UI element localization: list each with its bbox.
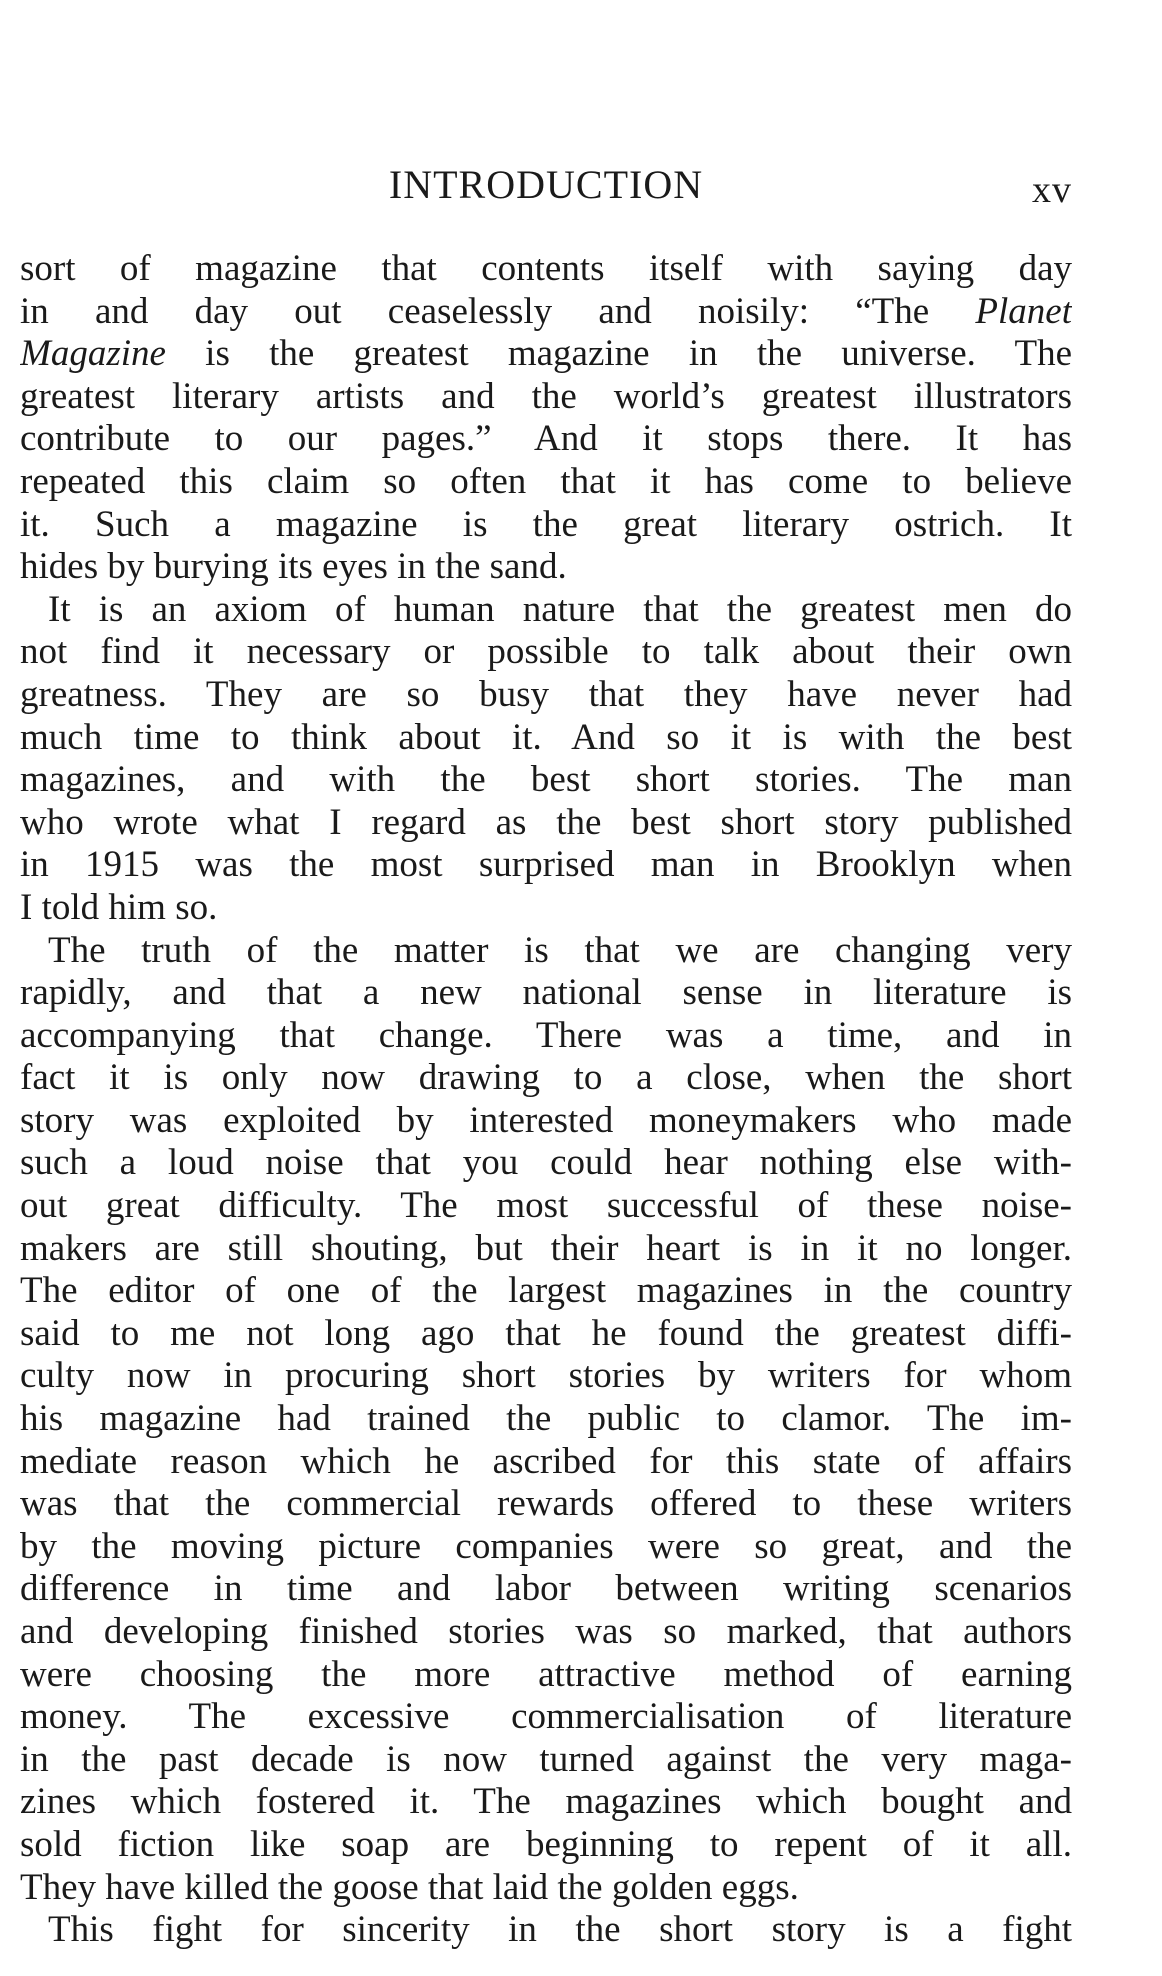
text-line: his magazine had trained the public to clamor. The im- [20,1398,1072,1440]
running-title: INTRODUCTION [388,162,704,207]
text-line: greatest literary artists and the world’s greatest illustrators [20,375,1072,417]
text-line: magazines, and with the best short stories. The man [20,759,1072,801]
text-line: sort of magazine that contents itself with saying day [20,248,1072,289]
text-line: in the past decade is now turned against the very maga- [20,1738,1072,1780]
text-line: it. Such a magazine is the great literary ostrich. It [20,503,1072,545]
text-line [20,333,1072,376]
text-line: mediate reason which he ascribed for this state of affairs [20,1440,1072,1482]
text-line [20,291,1072,334]
text-line: fact it is only now drawing to a close, when the short [20,1057,1072,1099]
text-segment: is the greatest magazine in the universe. The [165,333,1072,375]
text-line: sold fiction like soap are beginning to repent of it all. [20,1823,1072,1865]
text-line: The truth of the matter is that we are changing very [48,929,1072,971]
text-line: out great difficulty. The most successful of these noise- [20,1185,1072,1227]
text-line: repeated this claim so often that it has come to believe [20,460,1072,502]
text-line: not find it necessary or possible to talk about their own [20,631,1072,673]
text-line: It is an axiom of human nature that the greatest men do [48,588,1072,630]
text-line: accompanying that change. There was a time, and in [20,1014,1072,1056]
text-line: difference in time and labor between writing scenarios [20,1568,1072,1610]
text-line: zines which fostered it. The magazines which bought and [20,1781,1072,1823]
text-line: and developing finished stories was so marked, that authors [20,1611,1072,1652]
text-line: I told him so. [20,886,218,928]
text-line: by the moving picture companies were so great, and the [20,1525,1072,1567]
text-segment: in and day out ceaselessly and noisily: “The [20,290,976,332]
text-line: The editor of one of the largest magazines in the country [20,1270,1072,1312]
text-line: makers are still shouting, but their heart is in it no longer. [20,1227,1072,1269]
text-line: money. The excessive commercialisation of literature [20,1696,1072,1738]
text-line: who wrote what I regard as the best short story published [20,801,1072,843]
text-line: rapidly, and that a new national sense in literature is [20,972,1072,1014]
text-line: such a loud noise that you could hear nothing else with- [20,1142,1072,1184]
text-line: culty now in procuring short stories by writers for whom [20,1355,1072,1397]
italic-title-word: Magazine [20,333,166,375]
text-line: This fight for sincerity in the short story is a fight [48,1909,1072,1951]
text-line: greatness. They are so busy that they have never had [20,673,1072,715]
running-header [20,160,1072,210]
page-number: xv [1032,169,1072,211]
text-line: contribute to our pages.” And it stops there. It has [20,418,1072,460]
text-line: were choosing the more attractive method of earning [20,1653,1072,1695]
text-line: much time to think about it. And so it is with the best [20,716,1072,758]
text-line: story was exploited by interested moneymakers who made [20,1099,1072,1141]
body-text [20,248,1072,1952]
italic-title-word: Planet [975,290,1072,332]
text-line: said to me not long ago that he found the greatest diffi- [20,1312,1072,1354]
text-line: They have killed the goose that laid the golden eggs. [20,1866,799,1908]
text-line: in 1915 was the most surprised man in Brooklyn when [20,844,1072,886]
text-line: hides by burying its eyes in the sand. [20,546,567,588]
text-line: was that the commercial rewards offered to these writers [20,1483,1072,1525]
